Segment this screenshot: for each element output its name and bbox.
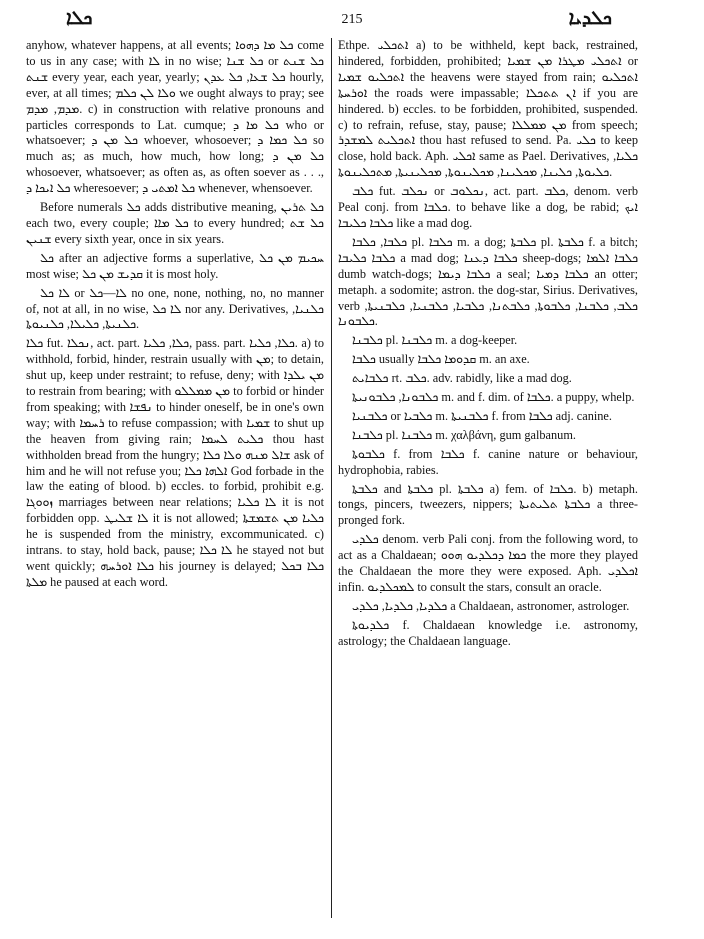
dictionary-entry: ܠܐ ܟܠ or ܠܐ—ܟܠ no one, none, nothing, no, no manner of, not at all, in no wise, ܠܐ ܟܠ nor any. Derivatives, ܟܠܢܝܐ, ܟܠܢܝܬܐ, ܟܠܝܠܐ, ܟܠܢܝܘܬܐ. xyxy=(26,285,324,332)
dictionary-entry: ܟܠܒܐ, ܟܠܒܐ pl. ܟܠܒܐ m. a dog; ܟܠܒܬܐ pl. ܟܠܒܬܐ f. a bitch; ܟܠܒܐ ܟܠܝܒܐ a mad dog; ܟܠܒܐ ܕܥܢܐ sheep-dogs; ܟܠܒܐ ܐܠܡܐ dumb watch-dogs; ܟܠܒܐ ܕܝܡܐ a seal; ܟܠܒܐ ܕܡܝܐ an otter; metaph. a sodomite; astron. the dog-star, Sirius. Derivatives, verb ܟܠܒ, ܟܠܒܢܐ, ܟܠܒܘܬܐ, ܟܠܒܬܢܐ, ܟܠܒܝܐ, ܟܠܒܢܝܐ, ܟܠܒܢܝܬܐ, ܟܠܒܘܢܐ. xyxy=(338,234,639,329)
dictionary-entry: ܟܠܕܝܘܬܐ f. Chaldaean knowledge i.e. astronomy, astrology; the Chaldaean language. xyxy=(338,617,638,648)
dictionary-entry: ܟܠܒܢܐ pl. ܟܠܒܢܐ m. χαλβάνη, gum galbanum. xyxy=(352,427,576,442)
running-head-left: ܟܠܐ xyxy=(66,8,93,29)
dictionary-entry: ܟܠܒܢܝܐ or ܟܠܒܝܐ m. ܟܠܒܢܝܬܐ f. from ܟܠܒܐ adj. canine. xyxy=(352,408,612,423)
page-header xyxy=(0,6,704,32)
dictionary-entry: anyhow, whatever happens, at all events; ܟܠ ܡܐ ܕܗܘܐ come to us in any case; with ܠܐ in no wise; ܟܠ ܫܢܐ or ܟܠ ܫܢܬ ܫܢܬ every year, each year, yearly; ܟܠ ܫܥܐ, ܟܠ ܥܕܢ hourly, ever, at all times; ܘܠܐ ܠܢ ܟܠܡ we ought always to pray; see ܡܕܡ, ܡܕܡ. c) in construction with relative pronouns and particles corresponds to Lat. cumque; ܟܠ ܡܐ ܕ who or whatsoever; ܟܠ ܡܢ ܕ whoever, whosoever; ܟܠ ܟܡܐ ܕ so much as; as much, how much, how long; ܟܠ ܡܢ ܕ whosoever, whatsoever; as often as, as often soever as . . ., ܟܠ ܐܝܟܐ ܕ wheresoever; ܟܠ ܐܡܬܝ ܕ whenever, whensoever. xyxy=(26,38,324,196)
right-column xyxy=(338,38,638,653)
dictionary-entry: ܟܠܒܢܐ pl. ܟܠܒܢܐ m. a dog-keeper. xyxy=(352,333,518,348)
column-divider xyxy=(331,38,332,918)
running-head-right: ܟܠܕܝܐ xyxy=(568,8,612,29)
dictionary-entry: Before numerals ܟܠ adds distributive meaning, ܟܠ ܬܪܝܢ each two, every couple; ܟܠ ܡܐܐ to every hundred; ܟܠ ܫܬ ܫܢܝܢ every sixth year, once in six years. xyxy=(26,200,324,246)
dictionary-entry: ܟܠܕܝ denom. verb Pali conj. from the following word, to act as a Chaldaean; ܟܡܐ ܕܟܠܕܝܘ ܗܘܘ the more they played the Chaldaean the more they were exposed. Aph. ܐܟܠܕܝ infin. ܠܡܟܠܕܝܘ to consult the stars, consult an oracle. xyxy=(338,532,638,594)
dictionary-entry: ܟܠܕܝܐ, ܟܠܕܝܐ, ܟܠܕܝ a Chaldaean, astronomer, astrologer. xyxy=(352,598,630,613)
dictionary-entry: ܟܠ after an adjective forms a superlative, ܚܟܝܡ ܡܢ ܟܠ most wise; ܩܕܝܫ ܡܢ ܟܠ it is most holy. xyxy=(26,250,324,281)
dictionary-entry: ܟܠܒܬܐ and ܟܠܒܬܐ pl. ܟܠܒܬܐ a) fem. of ܟܠܒܐ. b) metaph. tongs, pincers, tweezers, nippers; ܟܠܒܬܐ ܬܠܝܬܝܬܐ a three-pronged fork. xyxy=(338,481,638,528)
dictionary-entry: ܟܠܒܘܢܐ, ܟܠܒܘܢܝܬܐ m. and f. dim. of ܟܠܒܐ. a puppy, whelp. xyxy=(352,390,635,405)
dictionary-entry: ܟܠܒ fut. ܢܟܠܒ or ܢܟܠܘܒ, act. part. ܟܠܒ, denom. verb Peal conj. from ܟܠܒܐ. to behave like a dog, be rabid; ܐܝܟ ܟܠܒܐ ܟܠܝܒܐ like a mad dog. xyxy=(338,184,638,230)
page-number: 215 xyxy=(341,12,363,27)
dictionary-entry: ܟܠܒܘܬܐ f. from ܟܠܒܐ f. canine nature or behaviour, hydrophobia, rabies. xyxy=(338,446,638,477)
dictionary-entry: ܟܠܒܐܝܬ rt. ܟܠܒ. adv. rabidly, like a mad dog. xyxy=(352,371,572,386)
left-column xyxy=(26,38,324,594)
dictionary-entry: ܟܠܐ fut. ܢܟܠܐ, act. part. ܟܠܐ, ܟܠܝܐ, pass. part. ܟܠܐ, ܟܠܝܐ. a) to withhold, forbid, hinder, restrain usually with ܡܢ; to detain, shut up, keep under restraint; to refuse, deny; with ܡܢ ܝܠܕܐ to restrain from bearing; with ܡܢ ܡܡܠܠܘ to forbid or hinder from speaking; with ܢܦܫܐ to hinder oneself, be in one's own way; with ܪܚܡܐ to refuse compassion; with ܫܡܝܐ to shut up the heaven from giving rain; ܟܠܝܬ ܠܚܡܐ thou hast withholden bread from the hungry; ܫܐܠ ܡܢܗ ܘܠܐ ܟܠܐ ask of him and he will not refuse you; ܐܠܗܐ ܟܠܐ God forbade in the law the eating of blood. b) eccles. to forbid, prohibit e.g. ܙܘܘܓܐ marriages between near relations; ܠܐ ܟܠܝܐ it is not forbidden opp. ܠܐ ܫܠܝܛ it is not allowed; ܟܠܝܐ ܡܢ ܬܫܡܫܬܐ he is suspended from the ministry, excommunicated. c) intrans. to stay, hold back, pause; ܠܐ ܟܠܐ he stayed not but went quickly; ܟܠܐ ܐܘܪܚܗ his journey is delayed; ܟܠܐ ܒܟܠ ܡܠܬܐ he paused at each word. xyxy=(26,336,325,589)
dictionary-entry: ܟܠܒܐ usually ܩܕܘܡܐ ܟܠܒܐ m. an axe. xyxy=(352,352,530,367)
dictionary-entry: Ethpe. ܐܬܟܠܝ a) to be withheld, kept back, restrained, hindered, forbidden, prohibited; ܐܬܟܠܝ ܡܛܪܐ ܡܢ ܫܡܝܐ or ܐܬܟܠܝܘ ܫܡܝܐ the heavens were stayed from rain; ܐܬܟܠܝܘ ܐܘܪܚܬܐ the roads were impassable; ܐܢ ܬܬܟܠܐ if you are hindered. b) eccles. to be forbidden, prohibited, suspended. c) to refrain, refuse, stay, pause; ܡܢ ܡܡܠܠܐ from speech; ܐܬܟܠܝܬ ܠܡܫܕܪ thou hast refused to send. Pa. ܟܠܝ to keep close, hold back. Aph. ܐܟܠܝ same as Pael. Derivatives, ܟܠܝܐ, ܟܠܝܘܬܐ, ܟܠܝܢܐ, ܡܟܠܝܢܐ, ܡܟܠܝܢܘܬܐ, ܡܟܠܝܢܝܬܐ, ܡܬܟܠܝܢܘܬܐ. xyxy=(338,38,639,180)
